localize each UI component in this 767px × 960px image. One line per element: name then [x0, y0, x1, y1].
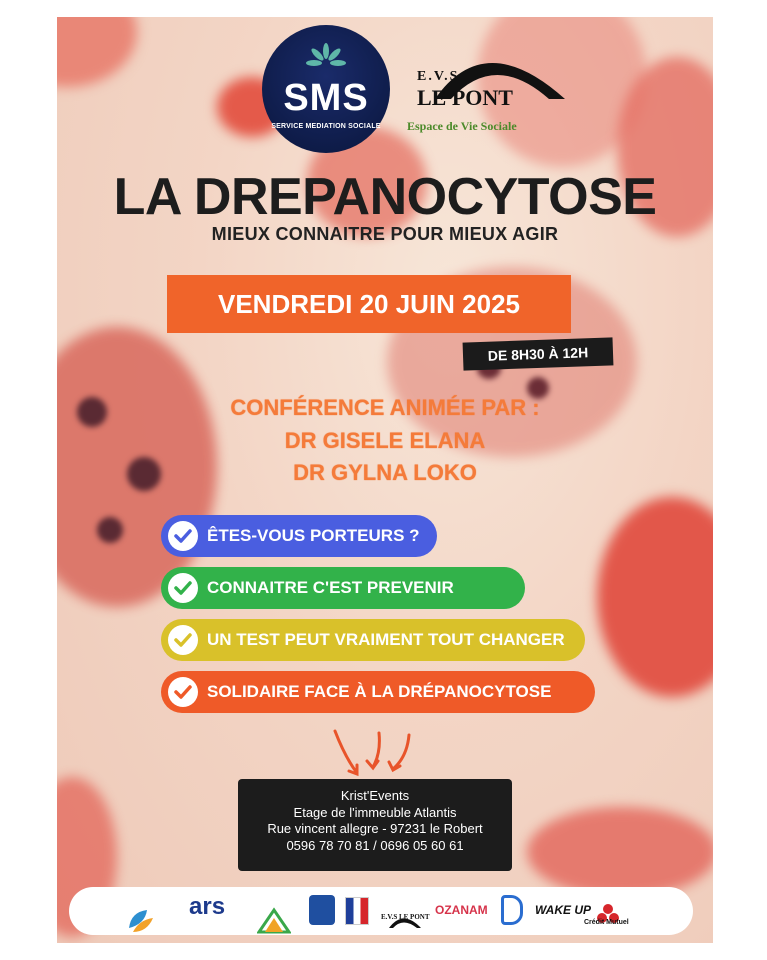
- sponsor-strip: [69, 887, 693, 935]
- point-label: SOLIDAIRE FACE À LA DRÉPANOCYTOSE: [207, 682, 552, 701]
- sms-brand: SMS: [283, 77, 369, 119]
- poster: [57, 17, 713, 943]
- check-icon: [168, 521, 198, 551]
- page-subtitle: MIEUX CONNAITRE POUR MIEUX AGIR: [211, 224, 559, 244]
- point-test: [161, 619, 585, 661]
- sponsor-evs: E.V.S LE PONT: [381, 913, 430, 921]
- evs-name: LE PONT: [417, 85, 513, 110]
- point-carriers: [161, 515, 437, 557]
- triangle-logo-icon: [257, 897, 291, 943]
- page-title: LA DREPANOCYTOSE: [113, 168, 657, 226]
- r-logo-icon: [501, 895, 523, 925]
- point-solidarity: [161, 671, 595, 713]
- leaf-logo-icon: [125, 897, 155, 943]
- point-label: UN TEST PEUT VRAIMENT TOUT CHANGER: [207, 630, 565, 649]
- venue-name: Krist'Events: [340, 788, 410, 803]
- seal-logo-icon: [309, 895, 335, 925]
- flag-logo-icon: [345, 897, 369, 925]
- sms-subtitle: SERVICE MEDIATION SOCIALE: [271, 123, 381, 130]
- check-icon: [168, 677, 198, 707]
- venue-box: [238, 779, 512, 871]
- bg-cell: [527, 807, 713, 897]
- evs-tagline: Espace de Vie Sociale: [407, 119, 517, 133]
- speaker-1: DR GISELE ELANA: [284, 428, 486, 453]
- sponsor-ars: ars: [189, 893, 226, 920]
- evs-label: E.V.S: [417, 69, 460, 84]
- point-label: ÊTES-VOUS PORTEURS ?: [207, 526, 420, 545]
- venue-building: Etage de l'immeuble Atlantis: [293, 804, 457, 820]
- event-date: VENDREDI 20 JUIN 2025: [167, 275, 571, 333]
- point-label: CONNAITRE C'EST PREVENIR: [207, 578, 454, 597]
- point-prevent: [161, 567, 525, 609]
- sponsor-ozanam: OZANAM: [435, 903, 488, 917]
- venue-phone: 0596 78 70 81 / 0696 05 60 61: [286, 837, 464, 853]
- sponsor-credit: Crédit Mutuel: [584, 919, 629, 926]
- speaker-2: DR GYLNA LOKO: [293, 460, 477, 485]
- venue-address: Rue vincent allegre - 97231 le Robert: [267, 821, 483, 836]
- event-time: DE 8H30 À 12H: [463, 337, 614, 370]
- check-icon: [168, 573, 198, 603]
- bg-cell: [57, 17, 137, 87]
- sms-logo: [262, 25, 390, 153]
- sponsor-wakeup: WAKE UP: [535, 903, 592, 917]
- bg-cell: [597, 497, 713, 697]
- bg-cell-nucleus: [97, 517, 123, 543]
- evs-logo: [405, 37, 565, 137]
- arrow-down-icon: [327, 727, 427, 787]
- check-icon: [168, 625, 198, 655]
- conference-intro: CONFÉRENCE ANIMÉE PAR :: [230, 395, 540, 420]
- flower-logo-icon: [596, 891, 620, 939]
